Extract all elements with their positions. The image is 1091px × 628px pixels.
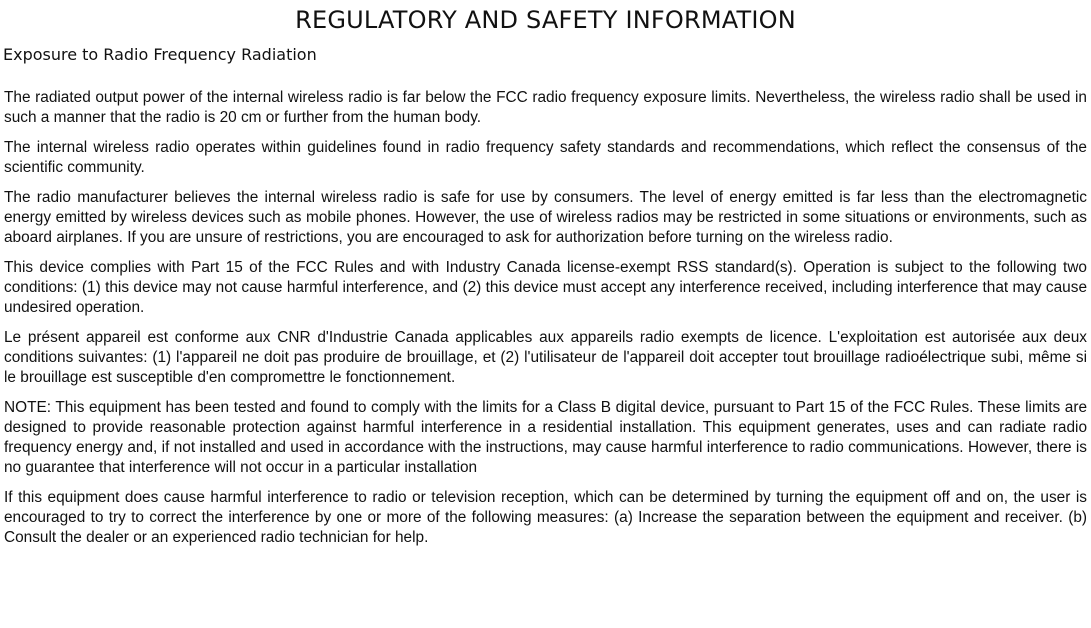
- paragraph-fcc-ic-compliance: This device complies with Part 15 of the FCC Rules and with Industry Canada license-exempt RSS standard(s). Operation is subject to the following two conditions: (1) this device may not cause harmful interference, and (2) this device must accept any interference received, including interference that may cause undesired operation.: [4, 259, 1087, 316]
- paragraph-manufacturer-statement: The radio manufacturer believes the internal wireless radio is safe for use by consumers. The level of energy emitted is far less than the electromagnetic energy emitted by wireless devices such as mobile phones. However, the use of wireless radios may be restricted in some situations or environments, such as aboard airplanes. If you are unsure of restrictions, you are encouraged to ask for authorization before turning on the wireless radio.: [4, 189, 1087, 246]
- paragraph-rf-exposure-limits: The radiated output power of the internal wireless radio is far below the FCC radio frequency exposure limits. Nevertheless, the wireless radio shall be used in such a manner that the radio is 20 cm or further from the human body.: [4, 89, 1087, 126]
- paragraph-interference-measures: If this equipment does cause harmful interference to radio or television reception, which can be determined by turning the equipment off and on, the user is encouraged to try to correct the interference by one or more of the following measures: (a) Increase the separation between the equipment and receiver. (b) Consult the dealer or an experienced radio technician for help.: [4, 489, 1087, 546]
- paragraph-class-b-note: NOTE: This equipment has been tested and found to comply with the limits for a Class B digital device, pursuant to Part 15 of the FCC Rules. These limits are designed to provide reasonable protection against harmful interference in a residential installation. This equipment generates, uses and can radiate radio frequency energy and, if not installed and used in accordance with the instructions, may cause harmful interference to radio communications. However, there is no guarantee that interference will not occur in a particular installation: [4, 399, 1087, 476]
- page-title: REGULATORY AND SAFETY INFORMATION: [295, 6, 796, 34]
- document-body: [4, 88, 1087, 558]
- paragraph-ic-compliance-french: Le présent appareil est conforme aux CNR d'Industrie Canada applicables aux appareils radio exempts de licence. L'exploitation est autorisée aux deux conditions suivantes: (1) l'appareil ne doit pas produire de brouillage, et (2) l'utilisateur de l'appareil doit accepter tout brouillage radioélectrique subi, même si le brouillage est susceptible d'en compromettre le fonctionnement.: [4, 329, 1087, 386]
- paragraph-safety-guidelines: The internal wireless radio operates within guidelines found in radio frequency safety standards and recommendations, which reflect the consensus of the scientific community.: [4, 139, 1087, 176]
- section-heading: Exposure to Radio Frequency Radiation: [3, 45, 317, 64]
